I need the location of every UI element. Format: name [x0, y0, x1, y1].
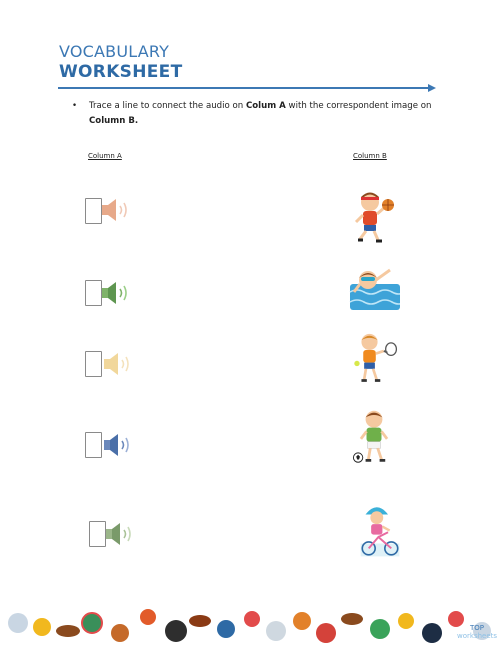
instructions [72, 99, 452, 129]
column-b-label: Column B [353, 152, 387, 160]
worksheet-title-line1: VOCABULARY [59, 42, 170, 61]
topworksheets-logo[interactable]: TOP worksheets [457, 624, 498, 640]
speaker-icon[interactable] [104, 521, 138, 547]
sports-balls-footer [0, 601, 500, 647]
answer-box-4[interactable] [85, 432, 102, 458]
column-a-label: Column A [88, 152, 122, 160]
speaker-icon[interactable] [102, 432, 136, 458]
tennis-kid-image [348, 330, 400, 388]
cycling-kid-image [354, 500, 406, 558]
instruction-text: Trace a line to connect the audio on Colum A with the correspondent image on Column B. [89, 101, 432, 126]
answer-box-3[interactable] [85, 351, 102, 377]
bullet-icon: • [72, 101, 78, 111]
worksheet-title-line2: WORKSHEET [59, 62, 183, 82]
soccer-kid-image [348, 408, 400, 466]
swimming-kid-image [348, 262, 400, 320]
speaker-icon[interactable] [102, 351, 136, 377]
speaker-icon[interactable] [100, 197, 134, 223]
divider-arrow-icon [428, 84, 436, 92]
basketball-kid-image [348, 188, 400, 246]
title-divider [58, 87, 430, 89]
speaker-icon[interactable] [100, 280, 134, 306]
